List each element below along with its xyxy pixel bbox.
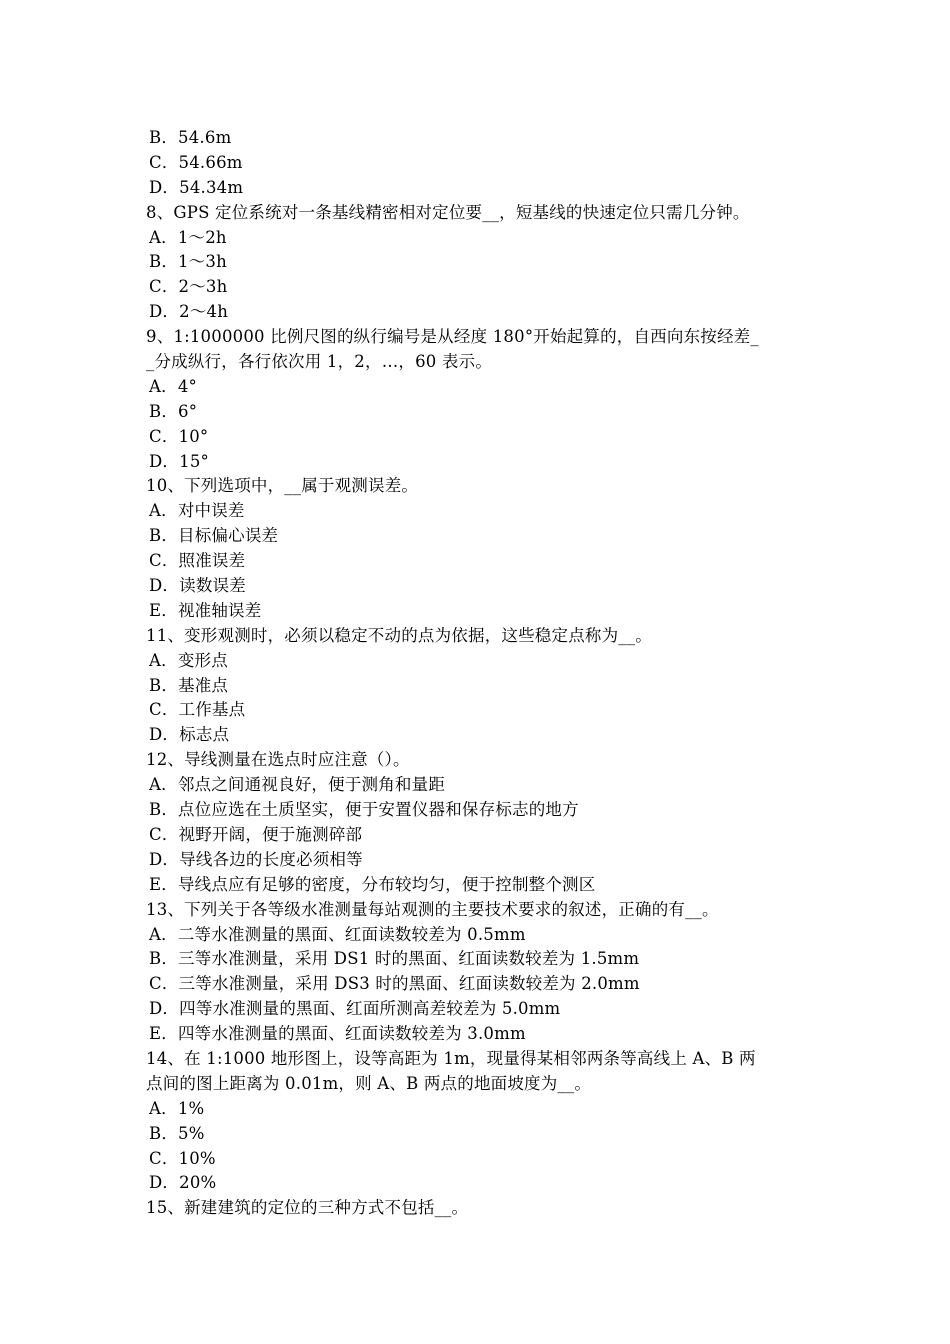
answer-option: B．基准点 — [149, 675, 229, 695]
question-text: 11、变形观测时，必须以稳定不动的点为依据，这些稳定点称为__。 — [146, 625, 652, 645]
answer-option: D．读数误差 — [149, 576, 246, 596]
answer-option: D．54.34m — [149, 177, 244, 197]
answer-option: C．照准误差 — [149, 551, 246, 571]
question-text: 13、下列关于各等级水准测量每站观测的主要技术要求的叙述，正确的有__。 — [146, 899, 719, 919]
answer-option: A．对中误差 — [149, 501, 245, 521]
question-text: 14、在 1:1000 地形图上，设等高距为 1m，现量得某相邻两条等高线上 A、B 两 — [146, 1048, 756, 1068]
document-page — [146, 126, 826, 1221]
question-text: 12、导线测量在选点时应注意（）。 — [146, 750, 410, 770]
answer-option: A．邻点之间通视良好，便于测角和量距 — [149, 775, 446, 795]
question-text: 8、GPS 定位系统对一条基线精密相对定位要__，短基线的快速定位只需几分钟。 — [146, 202, 750, 222]
answer-option: C．10° — [149, 426, 209, 446]
answer-option: B．54.6m — [149, 128, 232, 147]
answer-option: C．三等水准测量，采用 DS3 时的黑面、红面读数较差为 2.0mm — [149, 974, 640, 994]
answer-option: C．工作基点 — [149, 700, 246, 720]
answer-option: D．2～4h — [149, 302, 229, 322]
answer-option: C．2～3h — [149, 277, 228, 297]
answer-option: D．15° — [149, 451, 209, 471]
answer-option: D．导线各边的长度必须相等 — [149, 849, 363, 869]
answer-option: E．四等水准测量的黑面、红面读数较差为 3.0mm — [149, 1024, 526, 1044]
answer-option: E．视准轴误差 — [149, 600, 262, 620]
answer-option: B．1～3h — [149, 252, 227, 272]
question-text: 15、新建建筑的定位的三种方式不包括__。 — [146, 1198, 469, 1218]
answer-option: A．1% — [149, 1098, 205, 1118]
answer-option: B．点位应选在土质坚实，便于安置仪器和保存标志的地方 — [149, 800, 579, 820]
answer-option: D．标志点 — [149, 725, 230, 745]
question-text: 10、下列选项中，__属于观测误差。 — [146, 476, 419, 496]
answer-option: A．4° — [149, 376, 197, 396]
answer-option: B．5% — [149, 1123, 205, 1143]
answer-option: A．1～2h — [149, 227, 227, 247]
answer-option: C．视野开阔，便于施测碎部 — [149, 824, 363, 844]
question-text: 点间的图上距离为 0.01m，则 A、B 两点的地面坡度为__。 — [146, 1073, 592, 1093]
question-text: _分成纵行，各行依次用 1，2，…，60 表示。 — [146, 352, 493, 372]
answer-option: A．变形点 — [149, 650, 228, 670]
answer-option: D．四等水准测量的黑面、红面所测高差较差为 5.0mm — [149, 999, 561, 1019]
answer-option: B．目标偏心误差 — [149, 526, 279, 546]
answer-option: A．二等水准测量的黑面、红面读数较差为 0.5mm — [149, 924, 526, 944]
answer-option: C．10% — [149, 1148, 216, 1168]
answer-option: B．三等水准测量，采用 DS1 时的黑面、红面读数较差为 1.5mm — [149, 949, 640, 969]
answer-option: C．54.66m — [149, 152, 243, 172]
question-text: 9、1:1000000 比例尺图的纵行编号是从经度 180°开始起算的，自西向东按经差_ — [146, 327, 759, 347]
answer-option: D．20% — [149, 1173, 217, 1193]
answer-option: E．导线点应有足够的密度，分布较均匀，便于控制整个测区 — [149, 874, 596, 894]
answer-option: B．6° — [149, 401, 198, 421]
